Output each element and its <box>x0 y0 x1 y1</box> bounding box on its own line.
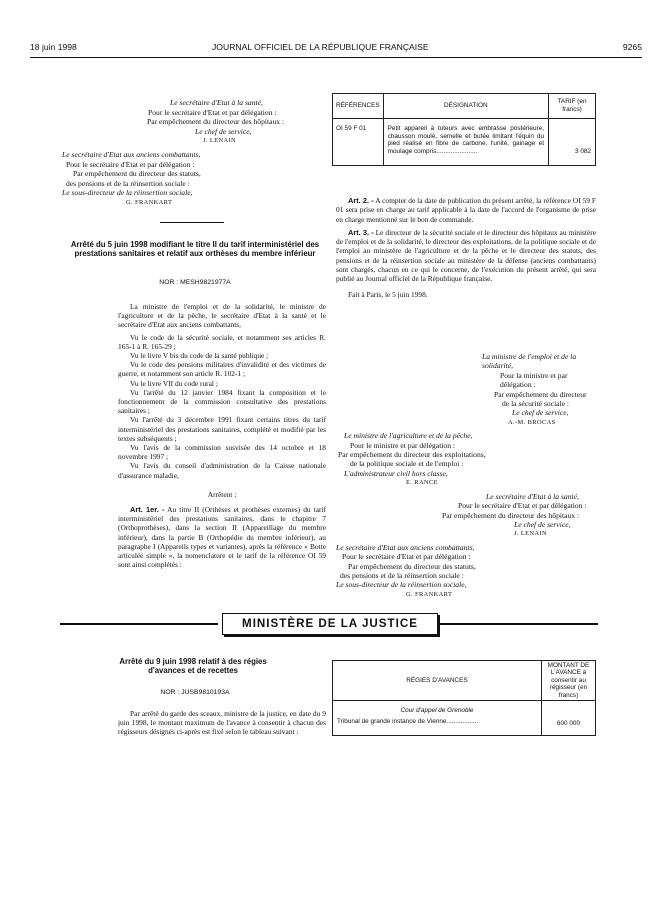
sig-name: G. FRANKART <box>406 590 453 598</box>
sig-name: E. RANCE <box>406 479 438 487</box>
fait-a-paris: Fait à Paris, le 5 juin 1998. <box>348 289 428 299</box>
sig-line: Pour le secrétaire d'Etat et par délégation : <box>66 159 195 169</box>
visa: Vu le code de la sécurité sociale, et notamment ses articles R. 165-1 à R. 165-29 ; <box>118 332 326 351</box>
sig-name: J. LENAIN <box>203 137 237 145</box>
sig-line: Le secrétaire d'Etat à la santé, <box>486 491 579 501</box>
signature-block-top <box>60 98 322 208</box>
arrete-body <box>118 302 326 569</box>
arretent: Arrêtent : <box>207 489 237 499</box>
sig-line: Pour le ministre et par délégation : <box>350 440 456 450</box>
sig-line: Pour le secrétaire d'Etat et par délégation : <box>458 501 587 511</box>
arrete-body-justice: Par arrêté du garde des sceaux, ministre de la justice, en date du 9 juin 1998, le montant maximum de l'avance à consentir à chacun des régisseurs désignés ci-après est fixé selon le tableau suivant : <box>118 709 326 737</box>
court-name: Cour d'appel de Grenoble <box>400 707 474 715</box>
signature-block-right <box>336 352 598 599</box>
tariff-table <box>332 93 596 166</box>
separator <box>160 222 224 223</box>
sig-line: Par empêchement du directeur des exploitations, <box>338 450 486 460</box>
tribunal-name: Tribunal de grande instance de Vienne.................. <box>337 718 479 726</box>
article-label: Art. 2. - <box>348 196 374 205</box>
sig-line: des pensions et de la réinsertion sociale : <box>340 570 464 580</box>
sig-line: Le ministre de l'agriculture et de la pêche, <box>344 431 473 441</box>
article-label: Art. 1er. - <box>130 505 165 515</box>
article-text: Le directeur de la sécurité sociale et le directeur des hôpitaux au ministère de l'emploi et de la solidarité, le directeur des exploitations, de la politique sociale et de l'emploi au ministère de l'agriculture et de la pêche et le directeur des statuts, des pensions et de la réinsertion sociale au ministère de la défense (anciens combattants) sont chargés, chacun en ce qui le concerne, de l'exécution du présent arrêté, qui sera publié au Journal officiel de la République française. <box>336 227 596 284</box>
visa: Vu le livre VII du code rural ; <box>130 378 218 388</box>
col-header-montant: MONTANT DE L'AVANCE à consentir au régisseur (en francs) <box>541 661 595 701</box>
col-header-references: RÉFÉRENCES <box>333 94 384 119</box>
sig-name: G. FRANKART <box>126 198 173 206</box>
ministry-heading: MINISTÈRE DE LA JUSTICE <box>222 613 438 635</box>
articles-block <box>336 196 596 299</box>
col-header-designation: DÉSIGNATION <box>383 94 548 119</box>
cell-amount: 600 000 <box>541 701 595 736</box>
sig-line: Par empêchement du directeur des hôpitaux : <box>442 510 580 520</box>
cell-reference: OI 59 F 01 <box>333 119 384 166</box>
article-text: A compter de la date de publication du présent arrêté, la référence OI 59 F 01 sera prise en charge au tarif applicable à la date de l'accord de l'organisme de prise en charge mentionné sur le bon de commande. <box>336 196 596 224</box>
visa: Vu l'avis de la commission susvisée des 14 octobre et 18 novembre 1997 ; <box>118 443 326 462</box>
preamble: La ministre de l'emploi et de la solidarité, le ministre de l'agriculture et de la pêche, le secrétaire d'Etat à la santé et le secrétaire d'Etat aux anciens combattants, <box>118 302 326 330</box>
sig-line: Pour la ministre et par délégation : <box>500 370 568 390</box>
visa: Vu le code des pensions militaires d'invalidité et des victimes de guerre, et notamment son article R. 102-1 ; <box>118 360 326 379</box>
visa: Vu le livre V bis du code de la santé publique ; <box>130 351 269 361</box>
sig-line: Par empêchement du directeur des statuts, <box>348 561 476 571</box>
sig-name: J. LENAIN <box>514 530 548 538</box>
sig-line: de la politique sociale et de l'emploi : <box>350 459 464 469</box>
sig-line: Par empêchement du directeur des hôpitaux : <box>147 117 285 127</box>
sig-line: des pensions et de la réinsertion sociale : <box>66 178 190 188</box>
sig-line: Par empêchement du directeur des statuts, <box>73 169 201 179</box>
nor-reference: NOR : MESH9821977A <box>159 279 231 286</box>
visa: Vu l'avis du conseil d'administration de la Caisse nationale d'assurance maladie, <box>118 461 326 480</box>
ministry-rule-right <box>440 623 598 625</box>
col-header-regies: RÉGIES D'AVANCES <box>333 661 542 701</box>
cell-designation: Petit appareil à tuteurs avec embrasse postérieure, chausson moulé, semelle et butée limitant l'équin du pied réalisé en fibre de carbone, l'unité, gainage et moulage compris....................... <box>383 119 548 166</box>
sig-line: Le sous-directeur de la réinsertion sociale, <box>62 188 193 198</box>
sig-line: Par empêchement du directeur <box>494 389 587 399</box>
arrete-title: Arrêté du 5 juin 1998 modifiant le titre II du tarif interministériel des prestations sanitaires et relatif aux orthèses du membre inférieur <box>70 240 320 259</box>
sig-line: La ministre de l'emploi et de la solidarité, <box>482 352 577 371</box>
sig-line: Le secrétaire d'Etat aux anciens combattants, <box>62 149 201 159</box>
visa: Vu l'arrêté du 3 décembre 1991 fixant certains titres du tarif interministériel des prestations sanitaires, complété et modifié par les textes subséquents ; <box>118 415 326 443</box>
sig-line: Le chef de service, <box>195 126 252 136</box>
sig-line: Le chef de service, <box>512 408 569 418</box>
arrete-title-justice: Arrêté du 9 juin 1998 relatif à des régies d'avances et de recettes <box>119 657 267 676</box>
sig-line: Pour le secrétaire d'Etat et par délégation : <box>148 107 277 117</box>
sig-name: A.-M. BROCAS <box>508 418 556 426</box>
article-label: Art. 3. - <box>348 227 374 237</box>
cell-regie <box>333 701 542 736</box>
running-header <box>30 43 642 55</box>
visa: Vu l'arrêté du 12 janvier 1984 fixant la composition et le fonctionnement de la commission consultative des prestations sanitaires ; <box>118 387 326 416</box>
col-header-tarif: TARIF (en francs) <box>549 94 596 119</box>
sig-line: Le secrétaire d'Etat aux anciens combattants, <box>336 542 475 552</box>
ministry-rule-left <box>60 623 218 625</box>
header-page: 9265 <box>622 42 642 52</box>
article-text: Au titre II (Orthèses et prothèses externes) du tarif interministériel des prestations sanitaires, dans le chapitre 7 (Orthoprothèses), dans la section II (Appareillage du membre inférieur), dans la partie B (Orthopédie du membre inférieur), au paragraphe I (Appareils types et variantes), après la référence « Botte articulée simple », la nomenclature et le tarif de la référence OI 59 sont ainsi complétés : <box>118 505 326 570</box>
sig-line: L'administrateur civil hors classe, <box>344 468 448 478</box>
header-journal: JOURNAL OFFICIEL DE LA RÉPUBLIQUE FRANÇAISE <box>212 42 429 52</box>
header-rule <box>30 57 642 58</box>
sig-line: Le secrétaire d'Etat à la santé, <box>170 98 263 107</box>
sig-line: Le chef de service, <box>514 519 571 529</box>
sig-line: Pour le secrétaire d'Etat et par délégation : <box>342 552 471 562</box>
nor-reference-justice: NOR : JUSB9810193A <box>160 689 230 696</box>
sig-line: de la sécurité sociale : <box>502 399 570 409</box>
cell-tarif: 3 082 <box>549 119 596 166</box>
avances-table <box>332 660 596 736</box>
sig-line: Le sous-directeur de la réinsertion sociale, <box>336 580 467 590</box>
header-date: 18 juin 1998 <box>30 42 77 52</box>
